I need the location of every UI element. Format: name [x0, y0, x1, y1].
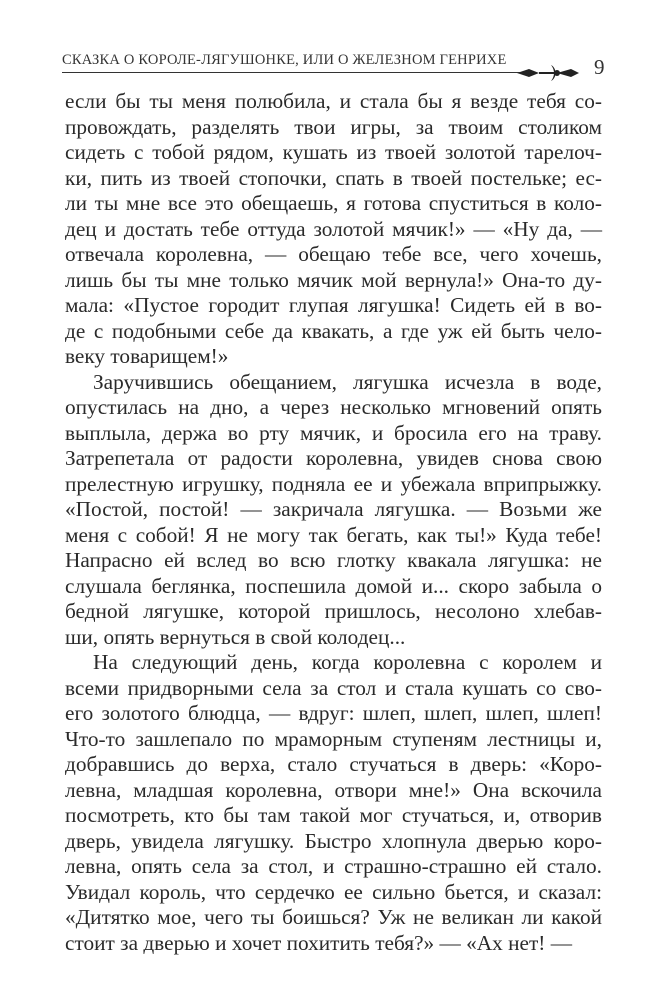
text-line: ши, опять вернуться в свой колодец... [65, 624, 406, 649]
text-line: опустилась на дно, а через несколько мгновений опять [65, 395, 602, 419]
text-line: де с подобными себе да квакать, а где уж ей быть чело- [65, 318, 602, 343]
text-line: меня с собой! Я не могу так бегать, как ты!» Куда тебе! [65, 522, 602, 547]
text-line: ки, пить из твоей стопочки, спать в твоей постельке; ес- [65, 165, 602, 190]
running-title: СКАЗКА О КОРОЛЕ-ЛЯГУШОНКЕ, ИЛИ О ЖЕЛЕЗНОМ ГЕНРИХЕ [62, 52, 507, 68]
text-line: веку товарищем!» [65, 344, 229, 368]
text-line: «Дитятко мое, чего ты боишься? Уж не великан ли какой [65, 905, 602, 929]
text-line: сидеть с тобой рядом, кушать из твоей золотой тарелоч- [65, 140, 602, 164]
running-header [62, 52, 605, 79]
text-line: Увидал король, что сердечко ее сильно бьется, и сказал: [65, 879, 602, 904]
text-line: отвечала королевна, — обещаю тебе все, чего хочешь, [65, 242, 602, 266]
paragraph [65, 650, 602, 956]
text-line: Что-то зашлепало по мраморным ступеням лестницы и, [65, 726, 602, 751]
page-number: 9 [594, 55, 605, 79]
text-line: «Постой, постой! — закричала лягушка. — Возьми же [65, 497, 602, 521]
text-line: стоит за дверью и хочет похитить тебя?» — «Ах нет! — [65, 930, 572, 955]
text-line: мала: «Пустое городит глупая лягушка! Сидеть ей в во- [65, 293, 602, 317]
text-line: Напрасно ей вслед во всю глотку квакала лягушка: не [65, 548, 602, 572]
text-line: левна, младшая королевна, отвори мне!» Она вскочила [65, 777, 602, 802]
paragraph [65, 89, 602, 370]
text-line: бедной лягушке, которой пришлось, несолоно хлебав- [65, 599, 602, 623]
text-line: его золотого блюдца, — вдруг: шлеп, шлеп, шлеп, шлеп! [65, 701, 602, 725]
fleuron-ornament-icon [517, 64, 589, 82]
text-line: На следующий день, когда королевна с королем и [93, 650, 602, 674]
text-line: Заручившись обещанием, лягушка исчезла в воде, [93, 369, 602, 394]
paragraph [65, 370, 602, 651]
text-line: левна, опять села за стол, и страшно-страшно ей стало. [65, 854, 602, 878]
text-line: Затрепетала от радости королевна, увидев снова свою [65, 446, 602, 470]
header-rule [62, 72, 522, 73]
text-line: ли ты мне все это обещаешь, я готова спуститься в коло- [65, 191, 602, 215]
text-line: посмотреть, кто бы там такой мог стучаться, и, отворив [65, 803, 602, 827]
text-line: дверь, увидела лягушку. Быстро хлопнула дверью коро- [65, 828, 602, 853]
text-line: прелестную игрушку, подняла ее и убежала вприпрыжку. [65, 471, 602, 496]
text-line: если бы ты меня полюбила, и стала бы я везде тебя со- [65, 89, 602, 113]
text-line: всеми придворными села за стол и стала кушать со сво- [65, 675, 602, 700]
text-line: лишь бы ты мне только мячик мой вернула!» Она-то ду- [65, 267, 602, 292]
text-line: добравшись до верха, стало стучаться в дверь: «Коро- [65, 752, 602, 776]
text-line: провождать, разделять твои игры, за твоим столиком [65, 114, 602, 139]
text-line: выплыла, держа во рту мячик, и бросила его на траву. [65, 420, 602, 445]
text-line: слушала беглянка, поспешила домой и... скоро забыла о [65, 573, 602, 598]
page-body [65, 89, 602, 956]
text-line: дец и достать тебе оттуда золотой мячик!» — «Ну да, — [65, 216, 602, 241]
